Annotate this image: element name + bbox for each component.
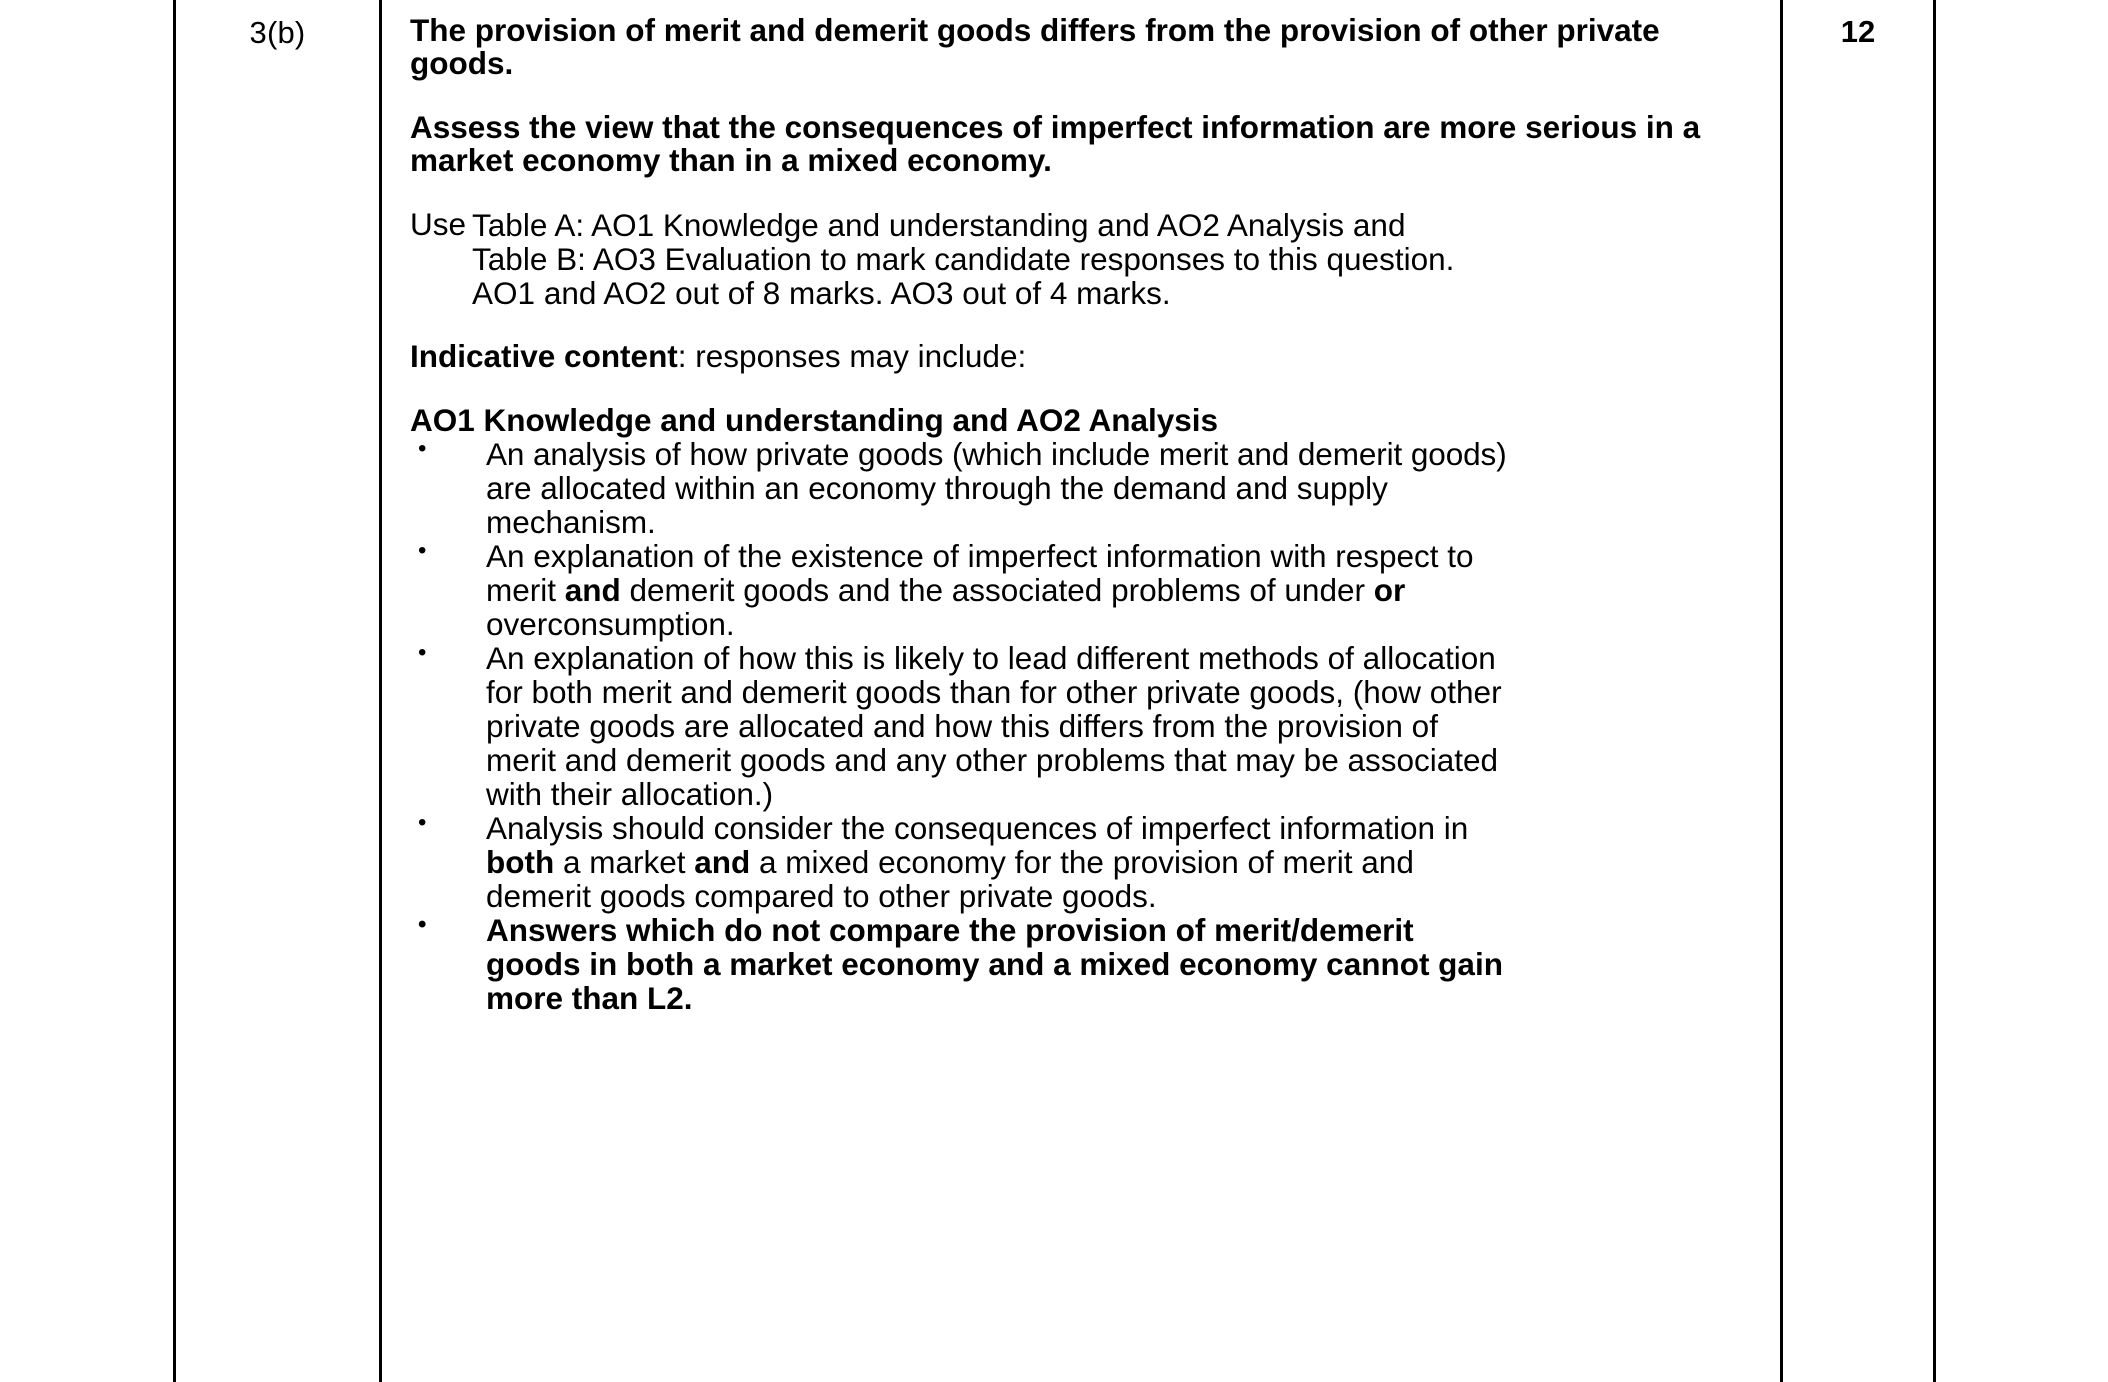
indicative-content-label: Indicative content (410, 337, 678, 374)
table-left-margin (0, 0, 173, 1382)
use-label: Use (410, 205, 467, 242)
list-item (410, 539, 1754, 641)
emphasis-or: or (1373, 572, 1406, 608)
spacer (410, 310, 1754, 340)
emphasis-and: and (694, 844, 751, 881)
bullet-line: merit and demerit goods and any other problems that may be associated (486, 742, 1499, 779)
bullet-line: • An analysis of how private goods (which include merit and demerit goods) (486, 435, 1507, 472)
use-line-3: AO1 and AO2 out of 8 marks. AO3 out of 4 marks. (472, 274, 1171, 311)
bullet-line: goods in both a market economy and a mixed economy cannot gain (486, 946, 1503, 983)
bullet-line: • An explanation of the existence of imperfect information with respect to (486, 537, 1474, 574)
ao-section-heading: AO1 Knowledge and understanding and AO2 Analysis (410, 401, 1219, 438)
bullet-line: private goods are allocated and how this differs from the provision of (486, 708, 1438, 745)
use-line-2: Table B: AO3 Evaluation to mark candidate responses to this question. (472, 240, 1455, 277)
spacer (410, 373, 1754, 403)
bullet-line: • Analysis should consider the consequences of imperfect information in (486, 810, 1469, 847)
bullet-line: for both merit and demerit goods than for other private goods, (how other (486, 674, 1502, 711)
bullet-line: more than L2. (486, 980, 693, 1017)
indicative-content-rest: : responses may include: (677, 337, 1027, 374)
bullet-line: with their allocation.) (486, 776, 774, 813)
spacer (410, 81, 1754, 111)
emphasis-both: both (486, 844, 555, 881)
bullet-line: overconsumption. (486, 606, 735, 643)
marks-value: 12 (1840, 14, 1876, 49)
question-number-cell (176, 0, 379, 1382)
bullet-line: mechanism. (486, 503, 656, 540)
indicative-content-line (410, 337, 1754, 374)
bullet-line: • An explanation of how this is likely to lead different methods of allocation (486, 640, 1496, 677)
marking-instructions (410, 205, 1754, 311)
marks-cell (1783, 0, 1933, 1382)
prompt-statement: The provision of merit and demerit goods differs from the provision of other private goods. (410, 12, 1660, 82)
emphasis-and: and (564, 572, 621, 608)
bullet-line: merit and demerit goods and the associated problems of under or (486, 572, 1406, 608)
bullet-line: • Answers which do not compare the provision of merit/demerit (486, 912, 1414, 949)
list-item (410, 811, 1754, 913)
spacer (410, 178, 1754, 208)
list-item (410, 913, 1754, 1015)
indicative-content-list (410, 437, 1754, 1015)
list-item (410, 437, 1754, 539)
task-statement: Assess the view that the consequences of imperfect information are more serious in a market economy than in a mixed economy. (410, 108, 1701, 179)
use-lines (472, 208, 1754, 310)
list-item (410, 641, 1754, 811)
question-number: 3(b) (249, 15, 306, 50)
use-line-1: Table A: AO1 Knowledge and understanding and AO2 Analysis and (472, 206, 1406, 243)
answer-body-cell (382, 0, 1780, 1382)
bullet-line: are allocated within an economy through the demand and supply (486, 469, 1388, 506)
bullet-line: demerit goods compared to other private goods. (486, 878, 1157, 915)
bullet-line: both a market and a mixed economy for the provision of merit and (486, 844, 1414, 881)
table-right-margin (1936, 0, 2108, 1382)
